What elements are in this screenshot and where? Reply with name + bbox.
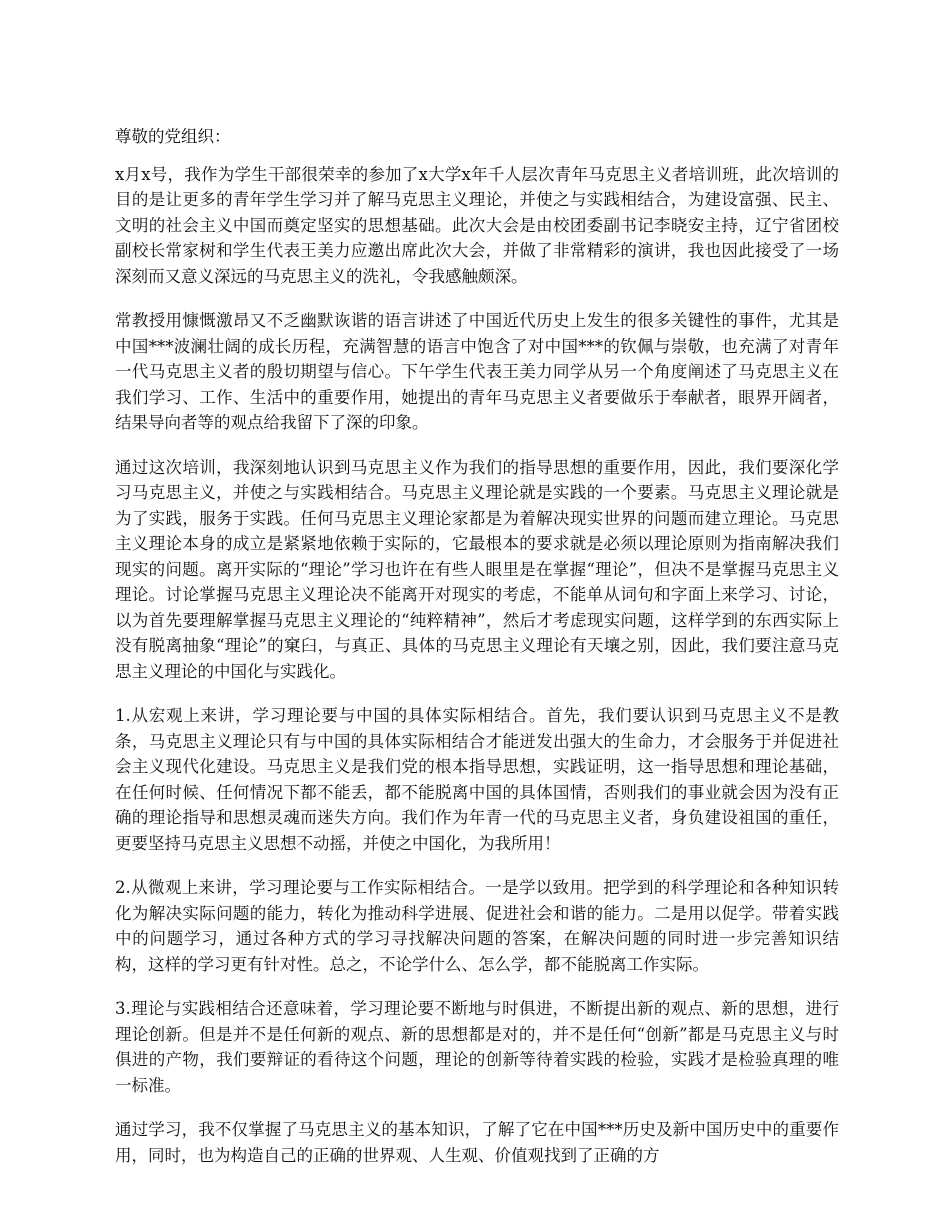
paragraph-professor-lecture: 常教授用慷慨激昂又不乏幽默诙谐的语言讲述了中国近代历史上发生的很多关键性的事件，尤其是中国***波澜壮阔的成长历程，充满智慧的语言中饱含了对中国***的钦佩与崇敬，也充满了对青年一代马克思主义者的殷切期望与信心。下午学生代表王美力同学从另一个角度阐述了马克思主义在我们学习、工作、生活中的重要作用，她提出的青年马克思主义者要做乐于奉献者，眼界开阔者，结果导向者等的观点给我留下了深的印象。 bbox=[115, 311, 839, 432]
paragraph-conclusion: 通过学习，我不仅掌握了马克思主义的基本知识，了解了它在中国***历史及新中国历史中的重要作用，同时，也为构造自己的正确的世界观、人生观、价值观找到了正确的方 bbox=[115, 1120, 839, 1165]
paragraph-training-reflection: 通过这次培训，我深刻地认识到马克思主义作为我们的指导思想的重要作用，因此，我们要深化学习马克思主义，并使之与实践相结合。马克思主义理论就是实践的一个要素。马克思主义理论就是为了实践，服务于实践。任何马克思主义理论家都是为着解决现实世界的问题而建立理论。马克思主义理论本身的成立是紧紧地依赖于实际的，它最根本的要求就是必须以理论原则为指南解决我们现实的问题。离开实际的“理论”学习也许在有些人眼里是在掌握“理论”，但决不是掌握马克思主义理论。讨论掌握马克思主义理论决不能离开对现实的考虑，不能单从词句和字面上来学习、讨论，以为首先要理解掌握马克思主义理论的“纯粹精神”，然后才考虑现实问题，这样学到的东西实际上没有脱离抽象“理论”的窠臼，与真正、具体的马克思主义理论有天壤之别，因此，我们要注意马克思主义理论的中国化与实践化。 bbox=[115, 457, 839, 681]
paragraph-point-2-micro: 2.从微观上来讲，学习理论要与工作实际相结合。一是学以致用。把学到的科学理论和各种知识转化为解决实际问题的能力，转化为推动科学进展、促进社会和谐的能力。二是用以促学。带着实践中的问题学习，通过各种方式的学习寻找解决问题的答案，在解决问题的同时进一步完善知识结构，这样的学习更有针对性。总之，不论学什么、怎么学，都不能脱离工作实际。 bbox=[115, 878, 839, 974]
salutation: 尊敬的党组织： bbox=[115, 127, 231, 146]
paragraph-point-3-innovation: 3.理论与实践相结合还意味着，学习理论要不断地与时俱进，不断提出新的观点、新的思想，进行理论创新。但是并不是任何新的观点、新的思想都是对的，并不是任何“创新”都是马克思主义与时俱进的产物，我们要辩证的看待这个问题，理论的创新等待着实践的检验，实践才是检验真理的唯一标准。 bbox=[115, 999, 839, 1095]
letter-body bbox=[115, 124, 839, 1187]
paragraph-training-intro: x月x号，我作为学生干部很荣幸的参加了x大学x年千人层次青年马克思主义者培训班，此次培训的目的是让更多的青年学生学习并了解马克思主义理论，并使之与实践相结合，为建设富强、民主、文明的社会主义中国而奠定坚实的思想基础。此次大会是由校团委副书记李晓安主持，辽宁省团校副校长常家树和学生代表王美力应邀出席此次大会，并做了非常精彩的演讲，我也因此接受了一场深刻而又意义深远的马克思主义的洗礼，令我感触颇深。 bbox=[115, 164, 839, 286]
paragraph-point-1-macro: 1.从宏观上来讲，学习理论要与中国的具体实际相结合。首先，我们要认识到马克思主义不是教条，马克思主义理论只有与中国的具体实际相结合才能迸发出强大的生命力，才会服务于并促进社会主义现代化建设。马克思主义是我们党的根本指导思想，实践证明，这一指导思想和理论基础，在任何时候、任何情况下都不能丢，都不能脱离中国的具体国情，否则我们的事业就会因为没有正确的理论指导和思想灵魂而迷失方向。我们作为年青一代的马克思主义者，身负建设祖国的重任，更要坚持马克思主义思想不动摇，并使之中国化，为我所用！ bbox=[115, 706, 839, 853]
